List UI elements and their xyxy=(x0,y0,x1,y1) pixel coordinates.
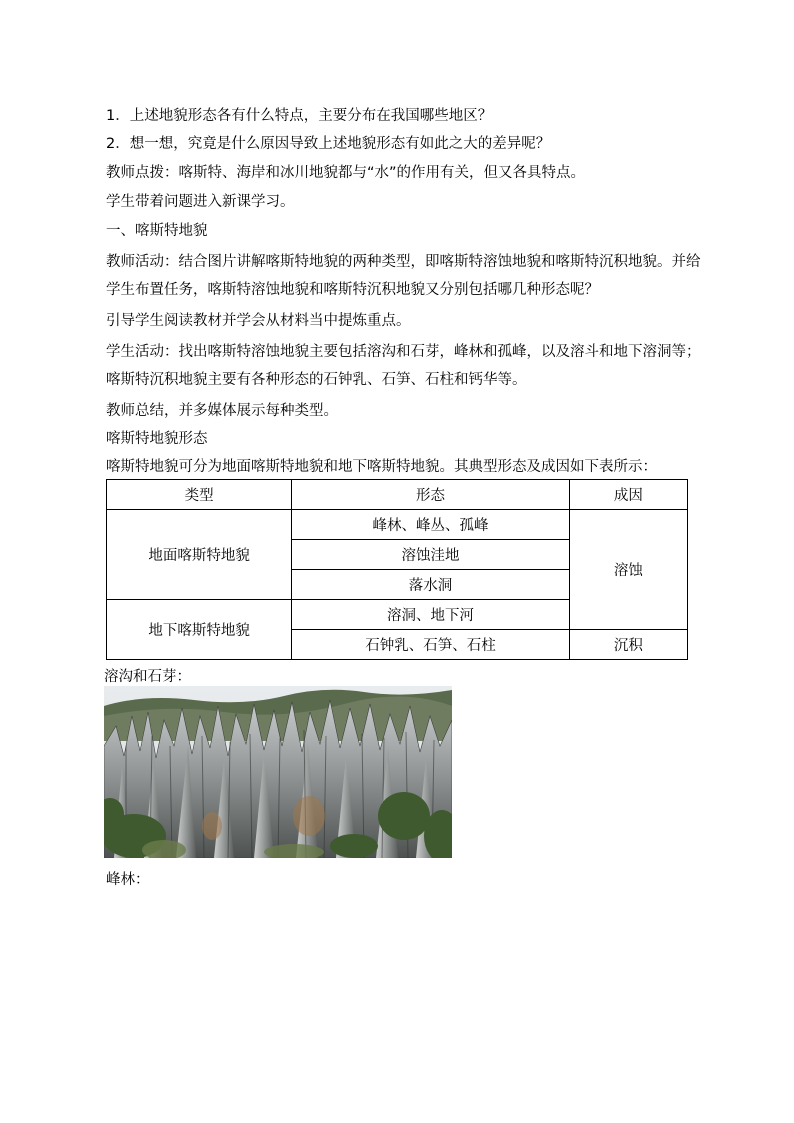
header-form: 形态 xyxy=(292,480,569,510)
cell-form: 溶洞、地下河 xyxy=(292,600,569,630)
teacher-hint: 教师点拨：喀斯特、海岸和冰川地貌都与“水”的作用有关，但又各具特点。 xyxy=(106,165,586,181)
stone-forest-photo xyxy=(104,686,452,858)
guide-text: 引导学生阅读教材并学会从材料当中提炼重点。 xyxy=(106,313,411,329)
table-header-row xyxy=(107,480,688,510)
table-row xyxy=(107,510,688,540)
karst-forms-table xyxy=(106,479,688,660)
karst-intro: 喀斯特地貌可分为地面喀斯特地貌和地下喀斯特地貌。其典型形态及成因如下表所示： xyxy=(106,459,657,475)
cell-surface-type: 地面喀斯特地貌 xyxy=(107,510,292,600)
question-2: 2．想一想，究竟是什么原因导致上述地貌形态有如此之大的差异呢？ xyxy=(106,136,551,152)
header-cause: 成因 xyxy=(569,480,687,510)
caption-fenglin: 峰林： xyxy=(106,872,150,888)
cell-cause-deposition: 沉积 xyxy=(569,630,687,660)
cell-form: 石钟乳、石笋、石柱 xyxy=(292,630,569,660)
teacher-summary: 教师总结，并多媒体展示每种类型。 xyxy=(106,403,338,419)
cell-cause-erosion: 溶蚀 xyxy=(569,510,687,630)
student-activity: 学生活动：找出喀斯特溶蚀地貌主要包括溶沟和石芽，峰林和孤峰，以及溶斗和地下溶洞等；喀斯特沉积地貌主要有各种形态的石钟乳、石笋、石柱和钙华等。 xyxy=(106,344,701,388)
caption-rongou: 溶沟和石芽： xyxy=(104,669,191,685)
students-enter: 学生带着问题进入新课学习。 xyxy=(106,194,295,210)
karst-forms-title: 喀斯特地貌形态 xyxy=(106,431,208,447)
cell-form: 溶蚀洼地 xyxy=(292,540,569,570)
teacher-activity: 教师活动：结合图片讲解喀斯特地貌的两种类型，即喀斯特溶蚀地貌和喀斯特沉积地貌。并给学生布置任务，喀斯特溶蚀地貌和喀斯特沉积地貌又分别包括哪几种形态呢？ xyxy=(106,254,701,298)
cell-form: 落水洞 xyxy=(292,570,569,600)
section-heading-karst: 一、喀斯特地貌 xyxy=(106,223,208,239)
question-1: 1．上述地貌形态各有什么特点，主要分布在我国哪些地区？ xyxy=(106,108,493,124)
header-type: 类型 xyxy=(107,480,292,510)
cell-underground-type: 地下喀斯特地貌 xyxy=(107,600,292,660)
cell-form: 峰林、峰丛、孤峰 xyxy=(292,510,569,540)
